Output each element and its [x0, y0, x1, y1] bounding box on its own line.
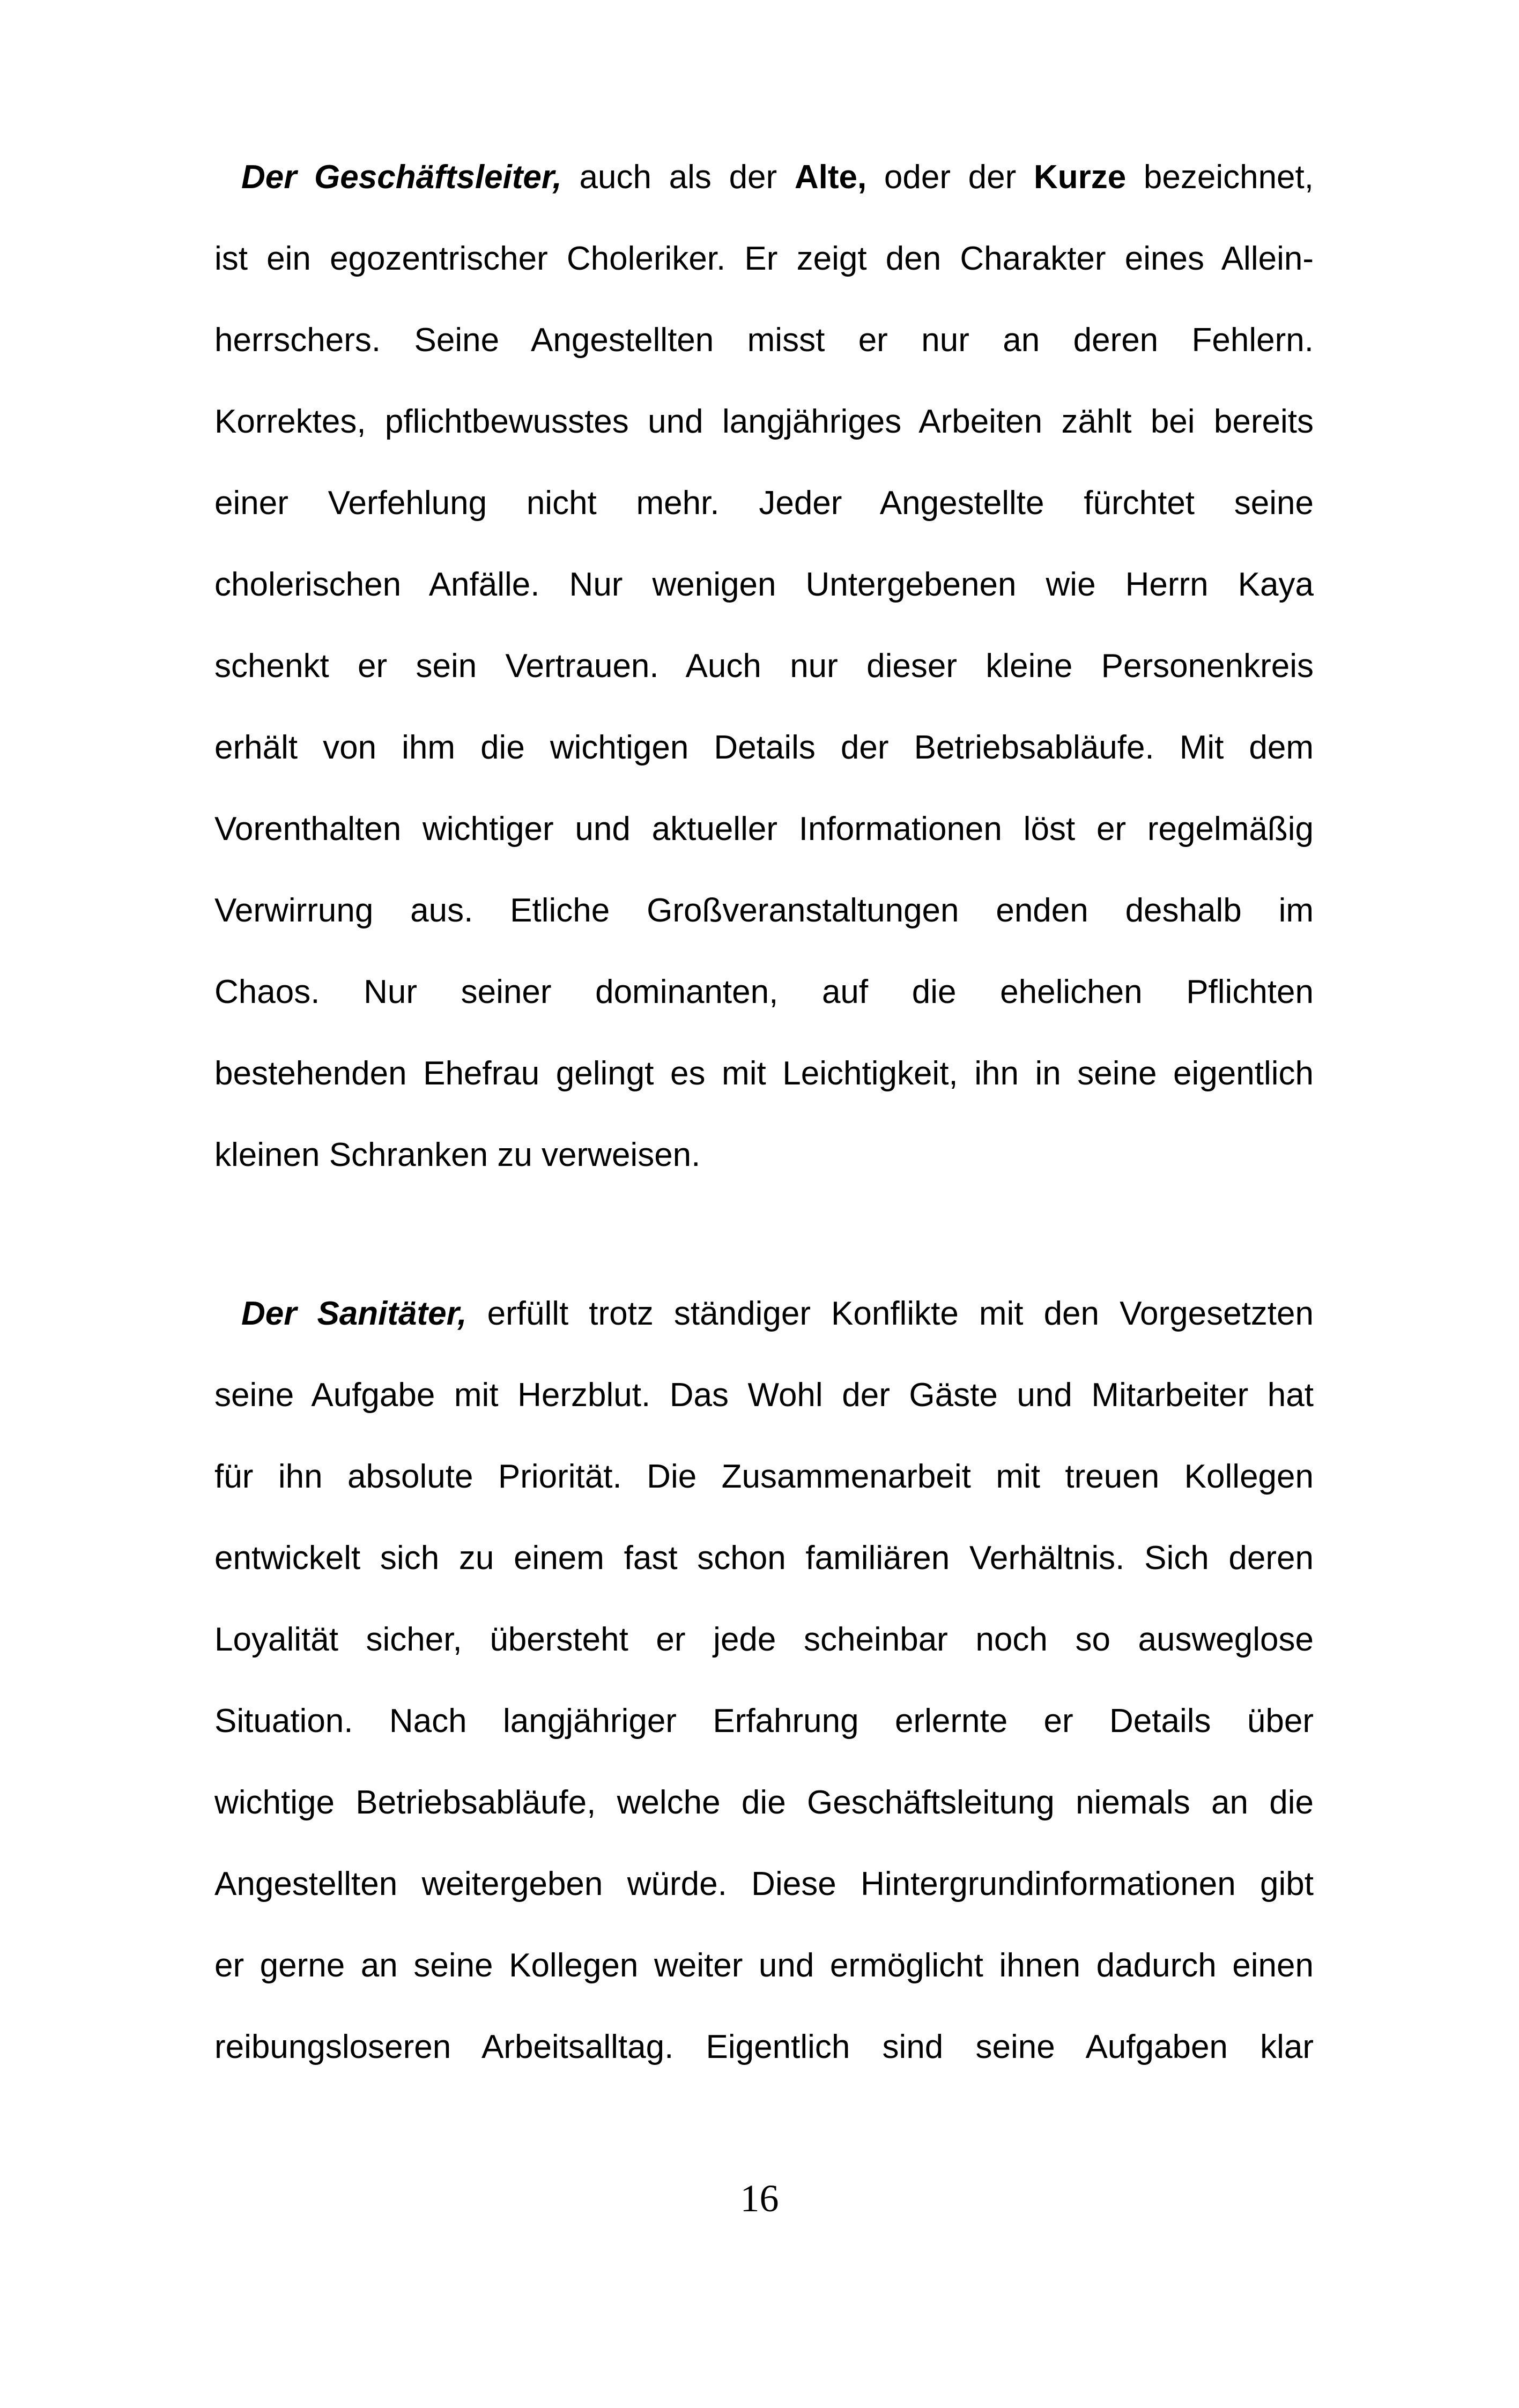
nickname: Alte, — [794, 159, 867, 196]
paragraph-geschaeftsleiter — [214, 161, 1314, 1220]
paragraph-line: Angestellten weitergeben würde. Diese Hintergrundinformationen gibt — [214, 1866, 1314, 1902]
paragraph-line: Korrektes, pflichtbewusstes und langjähriges Arbeiten zählt bei bereits — [214, 403, 1314, 440]
paragraph-line: Vorenthalten wichtiger und aktueller Informationen löst er regelmäßig — [214, 811, 1314, 848]
paragraph-line: bestehenden Ehefrau gelingt es mit Leichtigkeit, ihn in seine eigentlich — [214, 1055, 1314, 1092]
text-run: oder der — [866, 159, 1034, 196]
text-run: auch als der — [561, 159, 795, 196]
paragraph-line: seine Aufgabe mit Herzblut. Das Wohl der Gäste und Mitarbeiter hat — [214, 1377, 1314, 1414]
paragraph-sanitaeter — [214, 1297, 1314, 2112]
paragraph-line: für ihn absolute Priorität. Die Zusammenarbeit mit treuen Kollegen — [214, 1458, 1314, 1495]
paragraph-line: erhält von ihm die wichtigen Details der Betriebsabläufe. Mit dem — [214, 729, 1314, 766]
paragraph-line: Loyalität sicher, übersteht er jede scheinbar noch so ausweglose — [214, 1621, 1314, 1658]
paragraph-line: schenkt er sein Vertrauen. Auch nur dieser kleine Personenkreis — [214, 648, 1314, 685]
paragraph-line: Situation. Nach langjähriger Erfahrung erlernte er Details über — [214, 1703, 1314, 1740]
character-name: Der Sanitäter, — [241, 1295, 467, 1332]
paragraph-line: cholerischen Anfälle. Nur wenigen Untergebenen wie Herrn Kaya — [214, 566, 1314, 603]
paragraph-line: entwickelt sich zu einem fast schon familiären Verhältnis. Sich deren — [214, 1540, 1314, 1577]
nickname: Kurze — [1033, 159, 1127, 196]
character-name: Der Geschäftsleiter, — [241, 159, 562, 196]
paragraph-line: er gerne an seine Kollegen weiter und ermöglicht ihnen dadurch einen — [214, 1947, 1314, 1984]
paragraph-line: einer Verfehlung nicht mehr. Jeder Angestellte fürchtet seine — [214, 485, 1314, 522]
page-number: 16 — [740, 2177, 779, 2220]
paragraph-line: Chaos. Nur seiner dominanten, auf die ehelichen Pflichten — [214, 973, 1314, 1010]
paragraph-line: wichtige Betriebsabläufe, welche die Geschäftsleitung niemals an die — [214, 1784, 1314, 1821]
paragraph-line: kleinen Schranken zu verweisen. — [214, 1136, 701, 1173]
paragraph-line: Verwirrung aus. Etliche Großveranstaltungen enden deshalb im — [214, 892, 1314, 929]
paragraph-line — [214, 1297, 1314, 1379]
paragraph-line: reibungsloseren Arbeitsalltag. Eigentlich sind seine Aufgaben klar — [214, 2028, 1314, 2065]
paragraph-line: ist ein egozentrischer Choleriker. Er zeigt den Charakter eines Allein- — [214, 240, 1314, 277]
paragraph-line — [214, 161, 1314, 242]
text-run: bezeichnet, — [1126, 159, 1314, 196]
paragraph-line: herrschers. Seine Angestellten misst er nur an deren Fehlern. — [214, 322, 1314, 359]
text-run: erfüllt trotz ständiger Konflikte mit den Vorgesetzten — [466, 1295, 1314, 1332]
